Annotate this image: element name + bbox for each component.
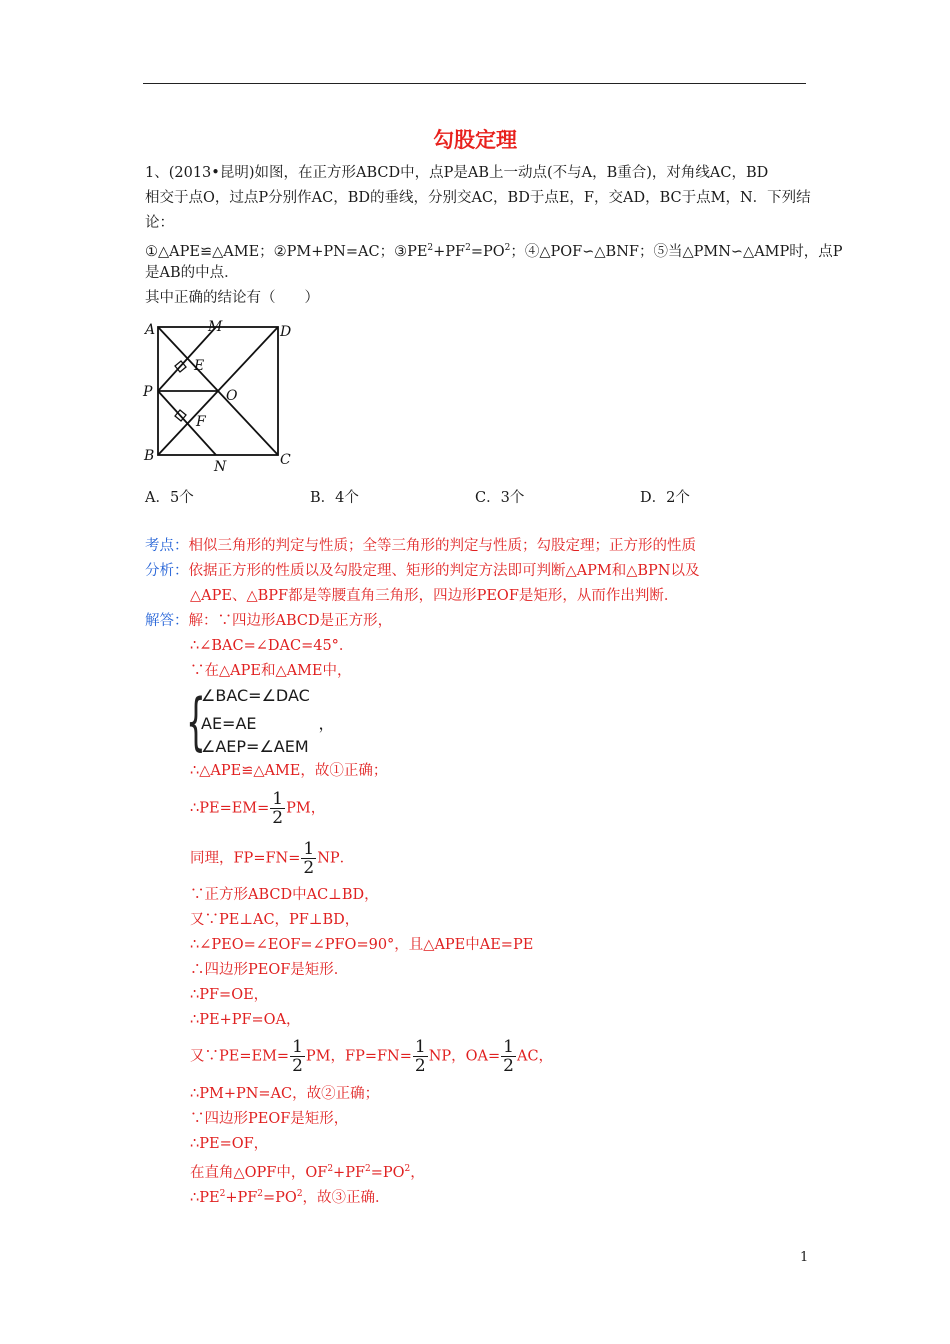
label-P: P xyxy=(143,384,153,400)
solution-line-17: $\therefore PE^2+PF^2=PO^2$，故③正确． xyxy=(190,1189,390,1206)
solution-line-7: 又∵PE⊥AC，PF⊥BD， xyxy=(190,912,360,928)
question-line-4: ①△APE≌△AME；②PM+PN=AC；$③PE^2+PF^2=PO^2$；④△POF∽△BNF；⑤当△PMN∽△AMP时，点P xyxy=(145,243,843,260)
header-rule xyxy=(143,83,806,84)
option-b: B．4个 xyxy=(310,490,359,506)
label-N: N xyxy=(214,459,227,475)
solution-line-9: ∴四边形PEOF是矩形． xyxy=(190,962,349,978)
question-line-3: 论： xyxy=(145,215,174,231)
solution-line-12: 又∵PE=EM= $\frac{1}{2}$ PM，FP=FN= $\frac{1}{2}$ NP，OA= $\frac{1}{2}$ AC， xyxy=(190,1037,554,1076)
solution-line-8: ∴∠PEO=∠EOF=∠PFO=90°，且△APE中AE=PE xyxy=(190,937,534,953)
label-F: F xyxy=(196,414,206,430)
option-c: C．3个 xyxy=(475,490,525,506)
option-d: D．2个 xyxy=(640,490,690,506)
fraction: $\frac{1}{2}$ xyxy=(303,839,315,878)
label-A: A xyxy=(145,322,156,338)
fraction: $\frac{1}{2}$ xyxy=(272,789,284,828)
system-eq-3: ∠AEP=∠AEM xyxy=(201,737,309,756)
question-line-1: 1、(2013•昆明)如图，在正方形ABCD中，点P是AB上一动点(不与A，B重合)，对角线AC，BD xyxy=(145,165,769,181)
solution-line-2: ∵在△APE和△AME中， xyxy=(190,663,352,679)
system-eq-1: ∠BAC=∠DAC xyxy=(201,686,310,705)
solution-line-15: ∴PE=OF， xyxy=(190,1136,269,1152)
solution-line-5: 同理，FP=FN= $\frac{1}{2}$ NP． xyxy=(190,839,355,878)
question-line-5: 是AB的中点． xyxy=(145,265,239,281)
solution-line-10: ∴PF=OE， xyxy=(190,987,269,1003)
solution-line-6: ∵正方形ABCD中AC⊥BD， xyxy=(190,887,379,903)
system-eq-2: AE=AE ， xyxy=(201,714,335,733)
page-number: 1 xyxy=(800,1250,809,1265)
solution-line-16: 在直角△OPF中，$OF^2+PF^2=PO^2$， xyxy=(190,1164,425,1181)
solution-line-1: ∴∠BAC=∠DAC=45°． xyxy=(190,638,354,654)
solution-line-13: ∴PM+PN=AC，故②正确； xyxy=(190,1086,380,1102)
option-a: A．5个 xyxy=(145,490,194,506)
jieda-line: 解答：解：∵四边形ABCD是正方形， xyxy=(145,613,393,629)
solution-line-3: ∴△APE≌△AME，故①正确； xyxy=(190,763,388,779)
label-E: E xyxy=(194,358,205,374)
fenxi-line-2: △APE、△BPF都是等腰直角三角形，四边形PEOF是矩形，从而作出判断． xyxy=(190,588,679,604)
solution-line-11: ∴PE+PF=OA， xyxy=(190,1012,301,1028)
question-line-6: 其中正确的结论有（ ） xyxy=(145,290,319,306)
label-O: O xyxy=(226,388,238,404)
question-line-2: 相交于点O，过点P分别作AC，BD的垂线，分别交AC，BD于点E，F，交AD，BC于点M，N．下列结 xyxy=(145,190,811,206)
label-C: C xyxy=(280,452,291,468)
kaodian-line: 考点：相似三角形的判定与性质；全等三角形的判定与性质；勾股定理；正方形的性质 xyxy=(145,538,696,554)
brace-symbol: { xyxy=(186,685,206,758)
fraction: $\frac{1}{2}$ xyxy=(292,1037,303,1076)
fraction: $\frac{1}{2}$ xyxy=(414,1037,426,1076)
solution-line-4: ∴PE=EM= $\frac{1}{2}$ PM， xyxy=(190,789,326,828)
solution-line-14: ∵四边形PEOF是矩形， xyxy=(190,1111,349,1127)
fraction: $\frac{1}{2}$ xyxy=(503,1037,514,1076)
page-title: 勾股定理 xyxy=(433,128,517,152)
label-M: M xyxy=(208,319,223,335)
label-B: B xyxy=(144,448,155,464)
geometry-figure xyxy=(138,316,298,476)
fenxi-line-1: 分析：依据正方形的性质以及勾股定理、矩形的判定方法即可判断△APM和△BPN以及 xyxy=(145,563,700,579)
label-D: D xyxy=(280,324,292,340)
